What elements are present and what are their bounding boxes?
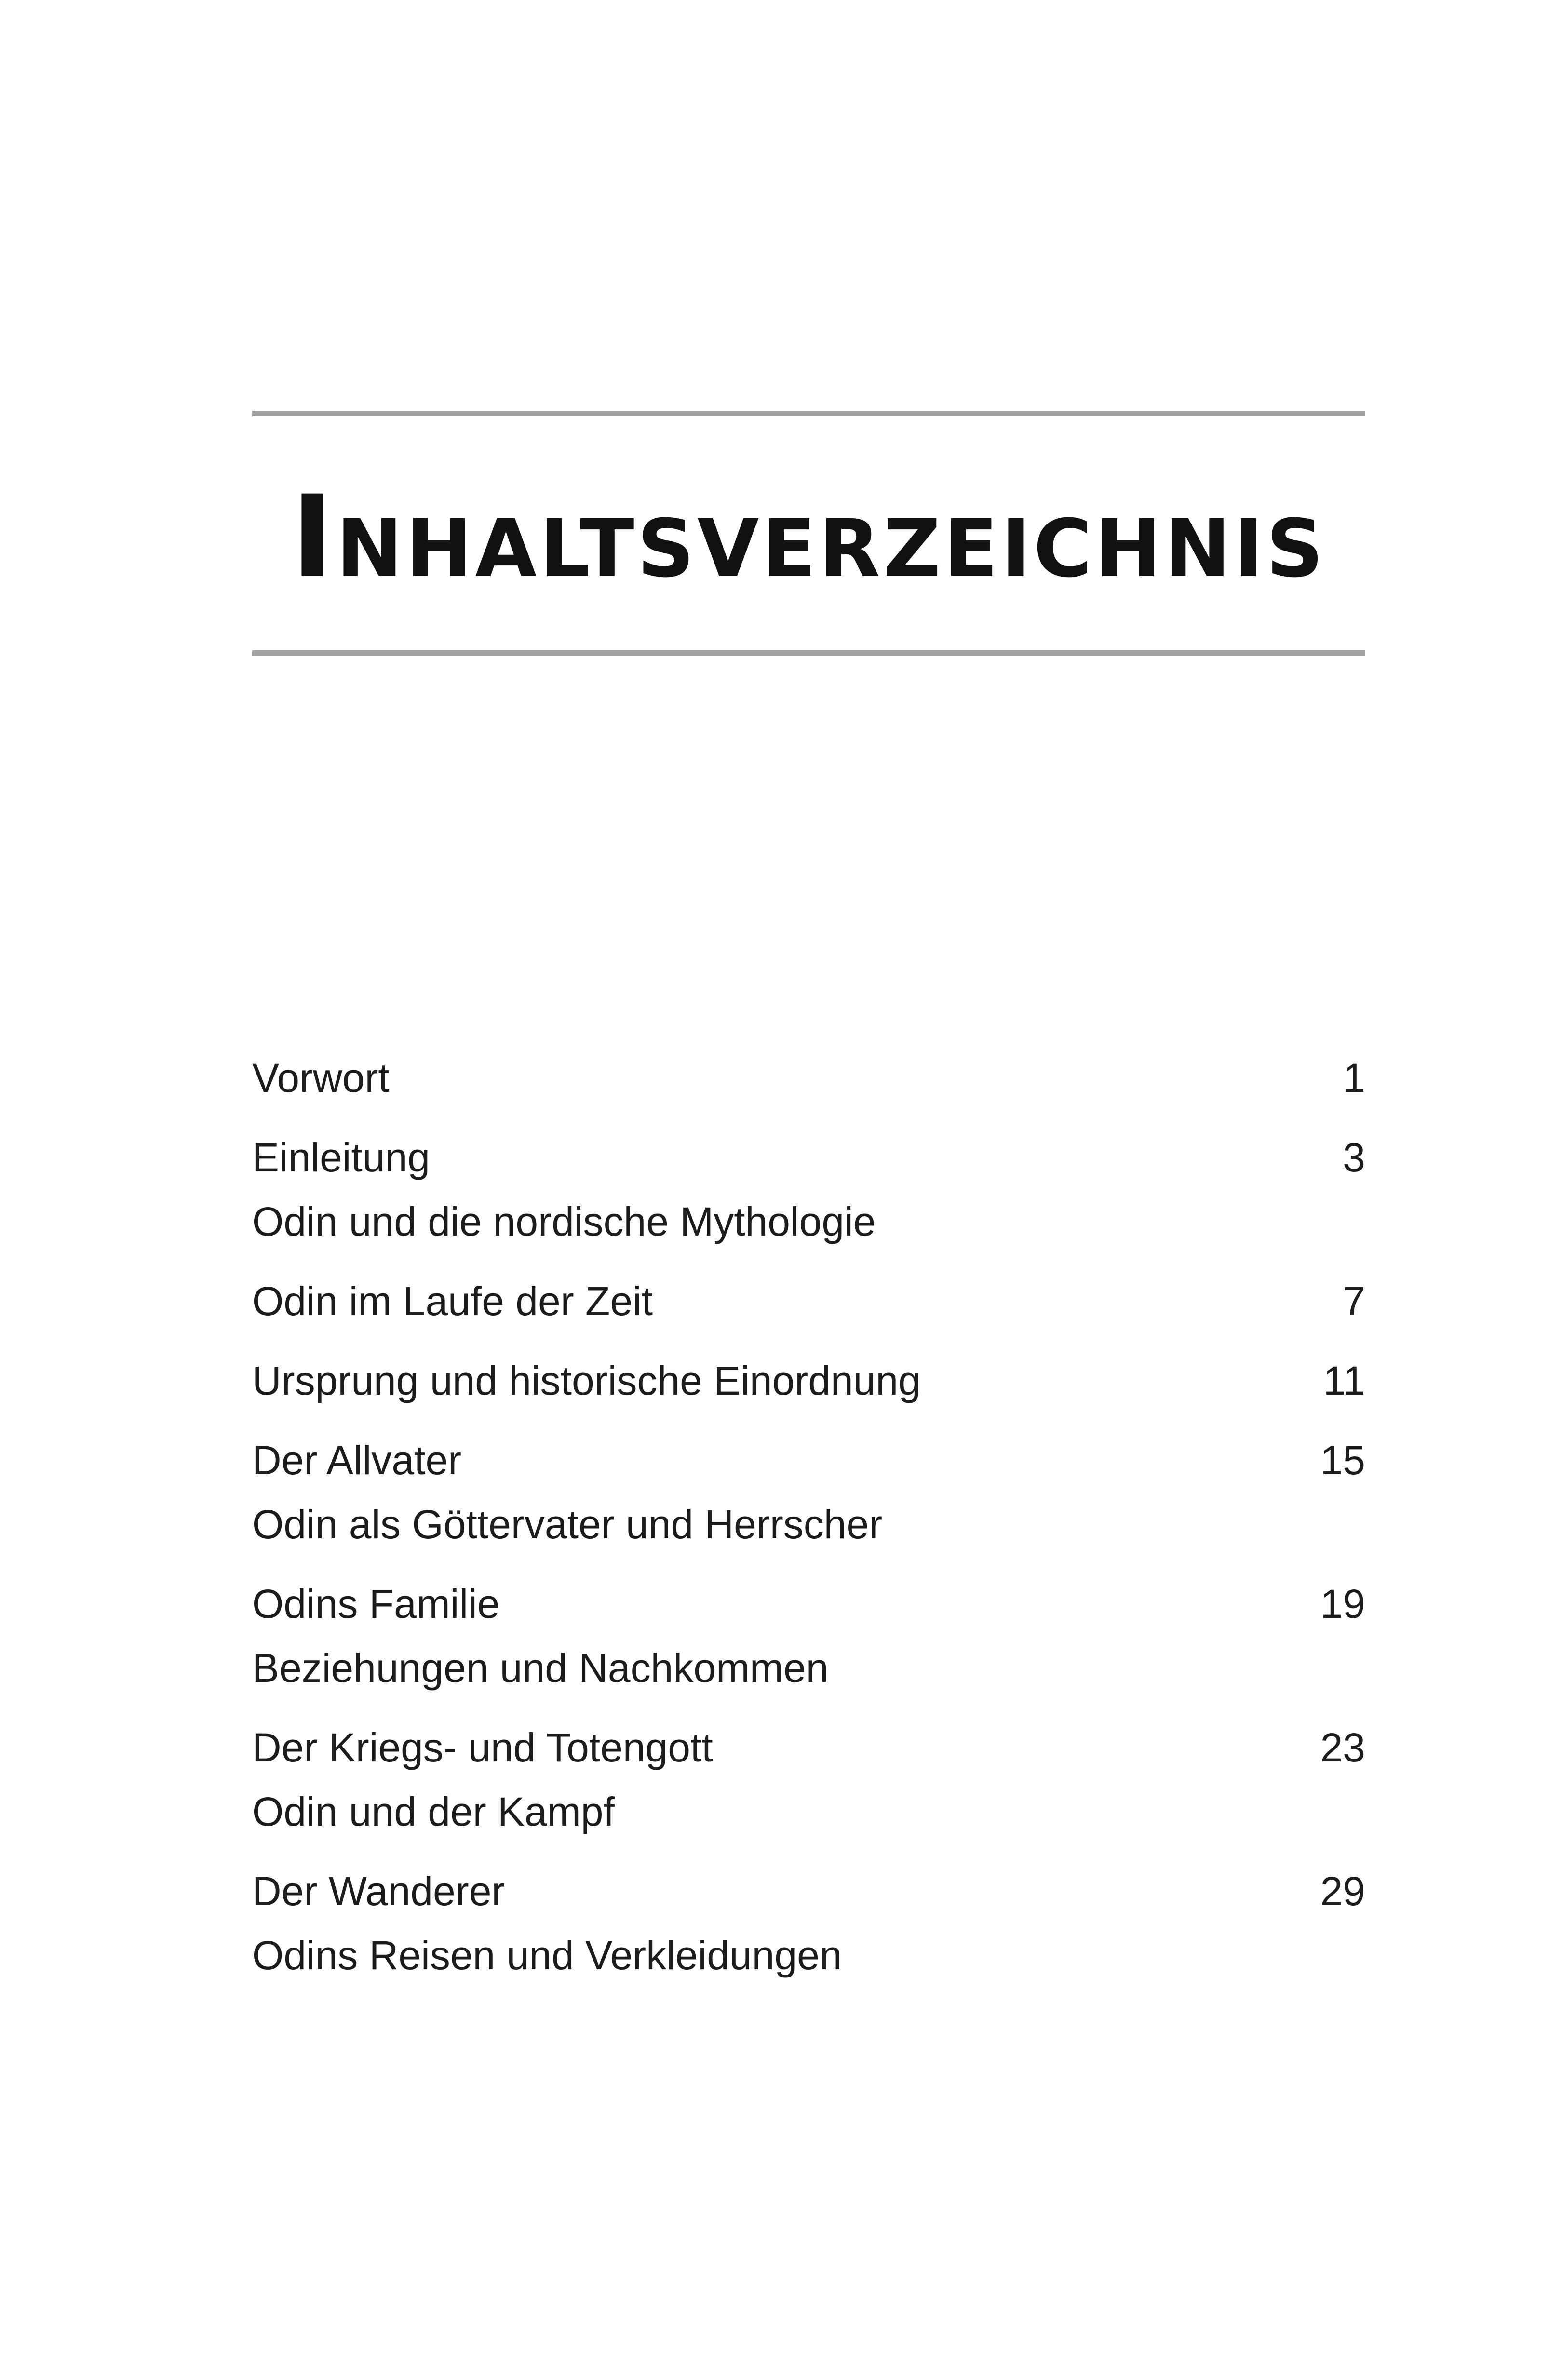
title-rule-top [252, 411, 1365, 416]
toc-entry-page: 7 [1343, 1278, 1365, 1324]
toc-entry-vorwort[interactable] [252, 1046, 1365, 1110]
toc-entry-subtitle: Odin und der Kampf [252, 1789, 615, 1834]
toc-entry-title: Der Wanderer [252, 1869, 505, 1914]
toc-entry-page: 3 [1343, 1135, 1365, 1180]
toc-entry-odin-im-laufe-der-zeit[interactable] [252, 1269, 1365, 1333]
toc-entry-der-allvater[interactable] [252, 1428, 1365, 1557]
page-title: Inhaltsverzeichnis [291, 471, 1327, 603]
toc-entry-odins-familie[interactable] [252, 1572, 1365, 1700]
title-rule-bottom [252, 650, 1365, 656]
toc-entry-title: Odins Familie [252, 1581, 500, 1627]
toc-entry-title: Vorwort [252, 1055, 390, 1101]
toc-entry-page: 23 [1320, 1725, 1365, 1770]
toc-entry-title: Ursprung und historische Einordnung [252, 1358, 921, 1403]
toc-entry-page: 11 [1323, 1358, 1365, 1403]
toc-entry-page: 1 [1343, 1055, 1365, 1101]
toc-entry-page: 15 [1320, 1438, 1365, 1483]
toc-entry-title: Der Kriegs- und Totengott [252, 1725, 713, 1770]
toc-entry-der-wanderer[interactable] [252, 1859, 1365, 1988]
toc-entry-page: 19 [1320, 1581, 1365, 1627]
table-of-contents [252, 1046, 1365, 2003]
toc-entry-title: Einleitung [252, 1135, 430, 1180]
toc-entry-title: Der Allvater [252, 1438, 462, 1483]
toc-entry-einleitung[interactable] [252, 1126, 1365, 1254]
toc-entry-subtitle: Beziehungen und Nachkommen [252, 1645, 829, 1691]
toc-entry-subtitle: Odins Reisen und Verkleidungen [252, 1933, 842, 1978]
toc-entry-title: Odin im Laufe der Zeit [252, 1278, 653, 1324]
toc-entry-subtitle: Odin und die nordische Mythologie [252, 1199, 876, 1244]
toc-entry-ursprung[interactable] [252, 1349, 1365, 1413]
toc-entry-kriegs-und-totengott[interactable] [252, 1716, 1365, 1844]
toc-entry-subtitle: Odin als Göttervater und Herrscher [252, 1502, 883, 1547]
toc-entry-page: 29 [1320, 1869, 1365, 1914]
